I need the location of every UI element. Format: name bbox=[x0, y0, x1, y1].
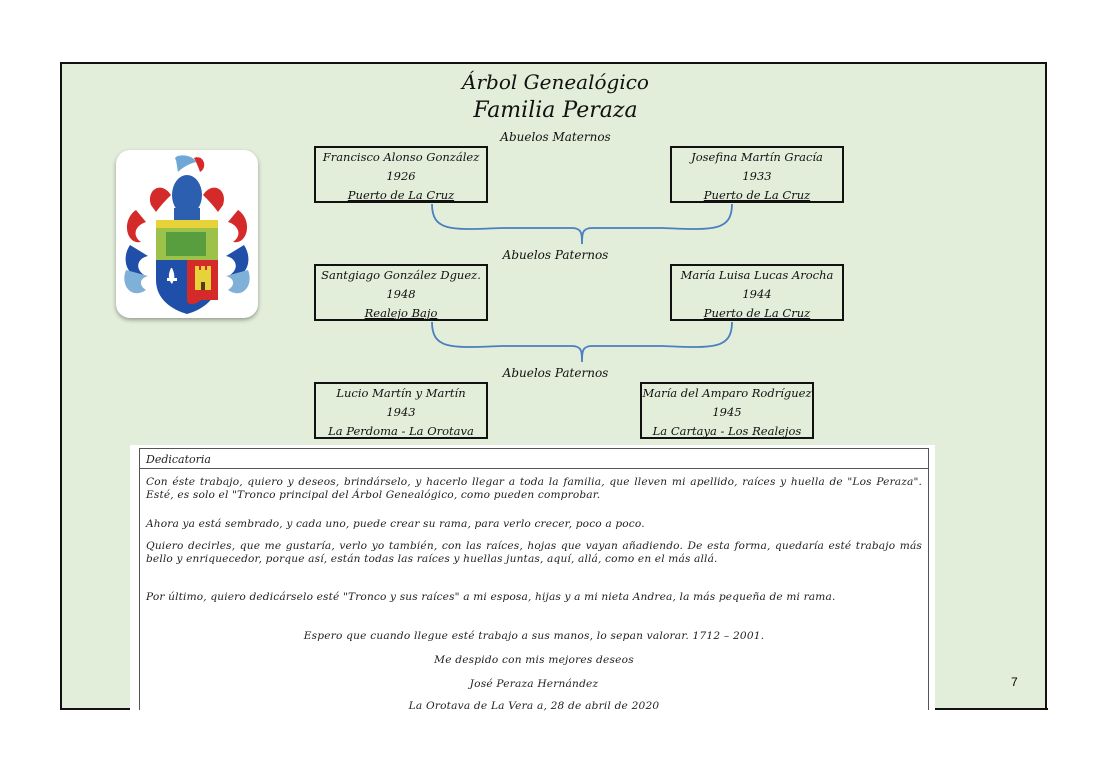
person-name: Francisco Alonso González bbox=[322, 150, 480, 164]
person-name: Lucio Martín y Martín bbox=[336, 386, 466, 400]
person-box bbox=[314, 382, 488, 439]
tree-subtitle: Familia Peraza bbox=[473, 98, 638, 123]
generation-label: Abuelos Paternos bbox=[502, 248, 609, 262]
person-year: 1945 bbox=[712, 405, 742, 419]
dedication-closing: Espero que cuando llegue esté trabajo a sus manos, lo sepan valorar. 1712 – 2001. bbox=[303, 630, 765, 642]
dedication-frame bbox=[139, 448, 929, 710]
page-number: 7 bbox=[1011, 675, 1018, 689]
person-year: 1944 bbox=[742, 287, 772, 301]
dedication-paragraph: Ahora ya está sembrado, y cada uno, puede crear su rama, para verlo crecer, poco a poco. bbox=[146, 518, 645, 530]
coat-of-arms-icon bbox=[116, 150, 258, 318]
person-name: María Luisa Lucas Arocha bbox=[680, 268, 834, 282]
generation-label: Abuelos Paternos bbox=[502, 366, 609, 380]
person-place: Puerto de La Cruz bbox=[703, 188, 811, 202]
dedication-paragraph: Quiero decirles, que me gustaría, verlo yo también, con las raíces, hojas que vayan añadiendo. De esta forma, quedaría esté trabajo más bello y enriquecedor, porque así, están todas las raíces y huellas juntas, aquí, allá, como en el más allá. bbox=[146, 540, 922, 565]
dedication-paragraph: Con éste trabajo, quiero y deseos, brindárselo, y hacerlo llegar a toda la familia, que lleven mi apellido, raíces y huella de "Los Peraza". Esté, es solo el "Tronco principal del Árbol Genealógico, como pueden comprobar. bbox=[146, 476, 922, 501]
person-year: 1926 bbox=[386, 169, 416, 183]
dedication-title: Dedicatoria bbox=[146, 453, 211, 466]
dedication-farewell: Me despido con mis mejores deseos bbox=[434, 654, 634, 666]
person-box bbox=[670, 264, 844, 321]
generation-label: Abuelos Maternos bbox=[500, 130, 611, 144]
person-year: 1933 bbox=[742, 169, 772, 183]
person-name: María del Amparo Rodríguez bbox=[642, 386, 812, 400]
dedication-paragraph: Por último, quiero dedicárselo esté "Tronco y sus raíces" a mi esposa, hijas y a mi nieta Andrea, la más pequeña de mi rama. bbox=[146, 591, 836, 603]
person-box bbox=[314, 264, 488, 321]
divider bbox=[140, 468, 928, 469]
person-box bbox=[640, 382, 814, 439]
person-place: Puerto de La Cruz bbox=[703, 306, 811, 320]
dedication-place-date: La Orotava de La Vera a, 28 de abril de 2020 bbox=[408, 700, 660, 712]
person-name: Santgiago González Dguez. bbox=[321, 268, 481, 282]
person-name: Josefina Martín Gracía bbox=[691, 150, 823, 164]
person-year: 1943 bbox=[386, 405, 416, 419]
person-place: Realejo Bajo bbox=[364, 306, 438, 320]
person-year: 1948 bbox=[386, 287, 416, 301]
person-place: Puerto de La Cruz bbox=[347, 188, 455, 202]
person-box bbox=[670, 146, 844, 203]
coat-of-arms bbox=[116, 150, 258, 318]
dedication-panel bbox=[130, 445, 935, 713]
tree-title: Árbol Genealógico bbox=[462, 70, 649, 94]
person-box bbox=[314, 146, 488, 203]
person-place: La Perdoma - La Orotava bbox=[328, 424, 474, 438]
person-place: La Cartaya - Los Realejos bbox=[652, 424, 802, 438]
dedication-signature: José Peraza Hernández bbox=[469, 678, 599, 690]
